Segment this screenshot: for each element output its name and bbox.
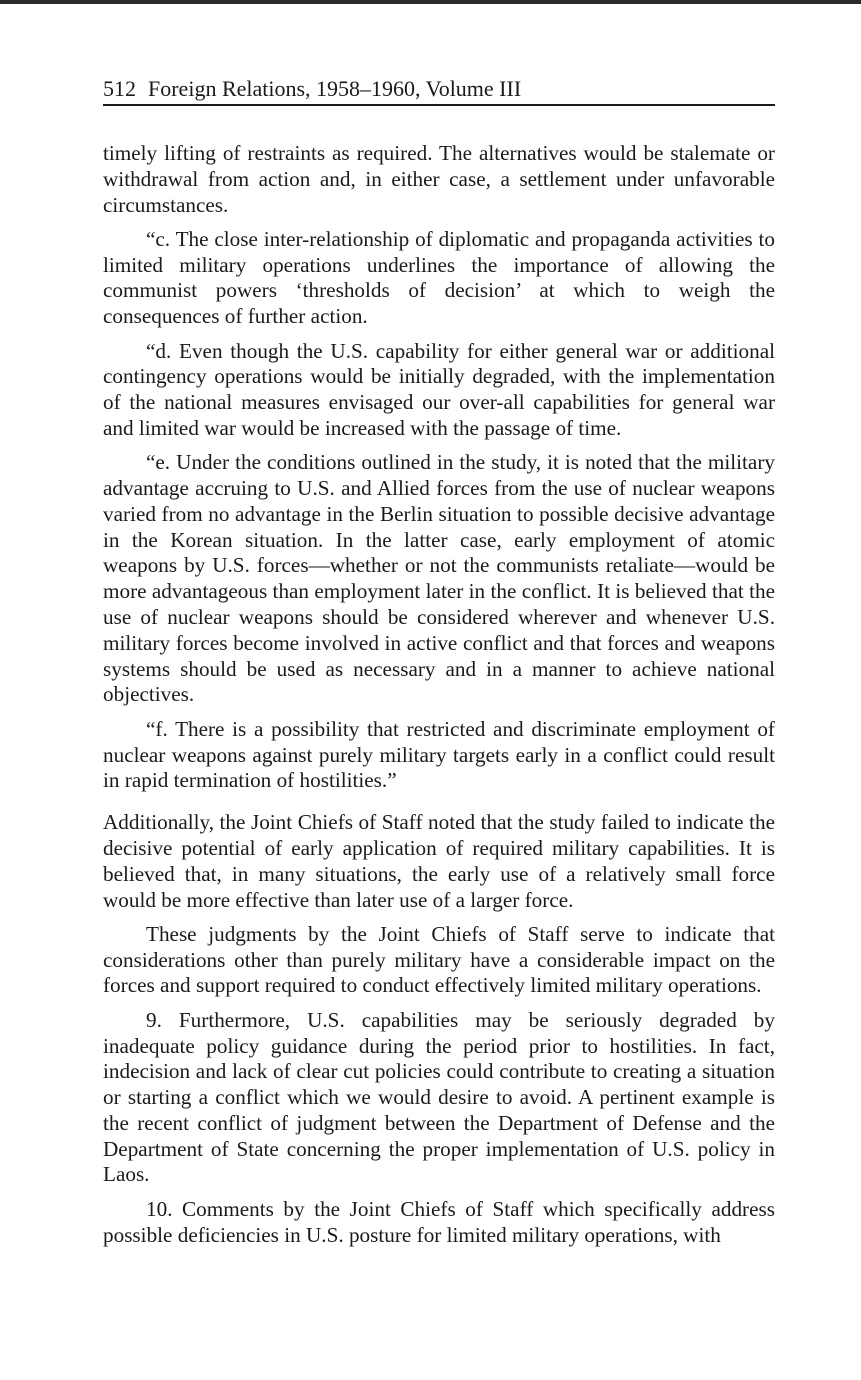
paragraph-additionally: Additionally, the Joint Chiefs of Staff noted that the study failed to indicate the decisive potential of early application of required military capabilities. It is believed that, in many situations, the early use of a relatively small force would be more effective than later use of a larger force. [103, 810, 775, 912]
running-header [103, 74, 775, 106]
page-number: 512 [103, 76, 136, 101]
paragraph-item-c: “c. The close inter-relationship of diplomatic and propaganda activities to limited military operations underlines the importance of allowing the communist powers ‘thresholds of decision’ at which to weigh the consequences of further action. [103, 226, 775, 329]
paragraph-continuation: timely lifting of restraints as required. The alternatives would be stalemate or withdrawal from action and, in either case, a settlement under unfavorable circumstances. [103, 141, 775, 217]
paragraph-10: 10. Comments by the Joint Chiefs of Staff which specifically address possible deficiencies in U.S. posture for limited military operations, with [103, 1196, 775, 1247]
paragraph-item-e: “e. Under the conditions outlined in the study, it is noted that the military advantage accruing to U.S. and Allied forces from the use of nuclear weapons varied from no advantage in the Berlin situation to possible decisive advantage in the Korean situation. In the latter case, early employment of atomic weapons by U.S. forces—whether or not the communists retaliate—would be more advantageous than employment later in the conflict. It is believed that the use of nuclear weapons should be considered wherever and whenever U.S. military forces become involved in active conflict and that forces and weapons systems should be used as necessary and in a manner to achieve national objectives. [103, 450, 775, 707]
page-body [103, 141, 775, 1257]
paragraph-item-f: “f. There is a possibility that restricted and discriminate employment of nuclear weapons against purely military targets early in a conflict could result in rapid termination of hostilities.” [103, 716, 775, 793]
paragraph-item-d: “d. Even though the U.S. capability for either general war or additional contingency operations would be initially degraded, with the implementation of the national measures envisaged our over-all capabilities for general war and limited war would be increased with the passage of time. [103, 338, 775, 440]
page-top-edge [0, 0, 861, 4]
paragraph-9: 9. Furthermore, U.S. capabilities may be seriously degraded by inadequate policy guidance during the period prior to hostilities. In fact, indecision and lack of clear cut policies could contribute to creating a situation or starting a conflict which we would desire to avoid. A pertinent example is the recent conflict of judgment between the Department of Defense and the Department of State concerning the proper implementation of U.S. policy in Laos. [103, 1007, 775, 1187]
paragraph-judgments: These judgments by the Joint Chiefs of Staff serve to indicate that considerations other than purely military have a considerable impact on the forces and support required to conduct effectively limited military operations. [103, 921, 775, 998]
running-title: Foreign Relations, 1958–1960, Volume III [148, 76, 522, 101]
